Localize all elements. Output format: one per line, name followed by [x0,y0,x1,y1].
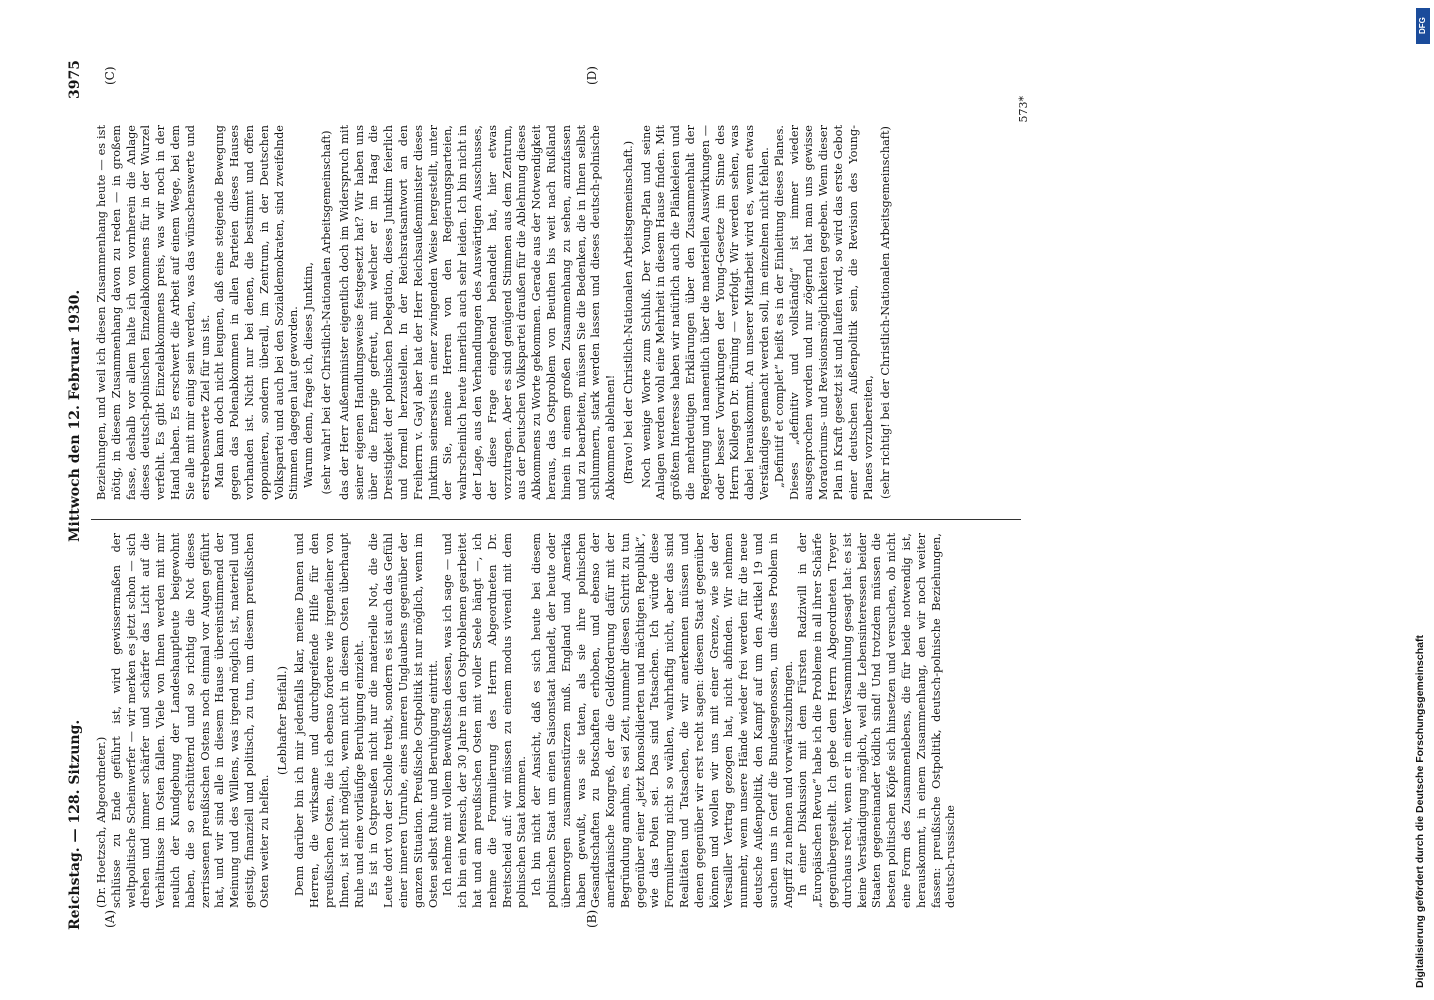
page-header [65,60,87,930]
reichstag-protocol-page [65,60,1105,930]
applause-note: (Lebhafter Beifall.) [275,666,289,775]
paragraph: Denn darüber bin ich mir jedenfalls klar, meine Damen und Herren, die wirksame und durchgreifende Hilfe für den preußischen Osten, die ich ebenso fordere wie irgendeiner von Ihnen, ist nicht möglich, wenn nicht in diesem Osten überhaupt Ruhe und eine vorläufige Beruhigung einzieht. [293,533,366,908]
paragraph: schlüsse zu Ende geführt ist, wird gewissermaßen der weltpolitische Scheinwerfer — wir merken es jetzt schon — sich drehen und immer schärfer und schärfer das Licht auf die Verhältnisse im Osten fallen. Viele von Ihnen werden mit mir neulich der Kundgebung der Landeshauptleute beigewohnt haben, die so erschütternd und so richtig die Not dieses zerrissenen preußischen Ostens noch einmal vor Augen geführt hat, und wir sind alle in diesem Hause übereinstimmend der Meinung und des Willens, was irgend möglich ist, materiell und geistig, finanziell und politisch, zu tun, um diesem preußischen Osten weiter zu helfen. [109,533,271,908]
paragraph: In einer Diskussion mit dem Fürsten Radziwill in der „Europäischen Revue“ habe ich die Probleme in all ihrer Schärfe gegenübergestellt. Ich gebe dem Herrn Abgeordneten Treyer durchaus recht, wenn er in einer Versammlung gesagt hat: es ist keine Verständigung möglich, weil die Lebensinteressen beider Staaten gegeneinander tödlich sind! Und trotzdem müssen die besten politischen Köpfe sich hinsetzen und versuchen, ob nicht eine Form des Zusammenlebens, die für beide notwendig ist, herauskommt, in einem Zusammenhang, den wir noch weiter fassen: preußische Ostpolitik, deutsch-polnische Beziehungen, deutsch-russische [796,533,958,908]
margin-marker-a: (A) [103,909,117,928]
left-text-column [95,533,1015,908]
paragraph: Warum denn, frage ich, dieses Junktim, [302,262,316,488]
interjection-note: (sehr richtig! bei der Christlich-Nationalen Arbeitsgemeinschaft) [879,126,893,499]
column-divider [91,519,1021,520]
margin-marker-d: (D) [585,66,599,85]
interjection-note: (Bravo! bei der Christlich-Nationalen Arbeitsgemeinschaft.) [621,140,635,485]
paragraph: Es ist in Ostpreußen nicht nur die materielle Not, die die Leute dort von der Scholle treibt, sondern es ist auch das Gefühl einer inneren Unruhe, eines inneren Unglaubens gegenüber der ganzen Situation. Preußische Ostpolitik ist nur möglich, wenn im Osten selbst Ruhe und Beruhigung eintritt. [367,533,440,908]
dfg-side-note [1410,8,1432,992]
margin-marker-c: (C) [103,66,117,85]
paragraph: das der Herr Außenminister eigentlich doch im Widerspruch mit seiner eigenen Handlungsweise festgesetzt hat? Wir haben uns über die Energie gefreut, mit welcher er im Haag die Dreistigkeit der polnischen Delegation, dieses Junktim feierlich und formell herzustellen. In der Reichsratsantwort an den Freiherrn v. Gayl aber hat der Herr Reichsaußenminister dieses Junktim seinerseits in einer zwingenden Weise hergestellt, unter der Sie, meine Herren von den Regierungsparteien, wahrscheinlich heute innerlich auch sehr leiden. Ich bin nicht in der Lage, aus den Verhandlungen des Auswärtigen Ausschusses, der diese Frage eingehend behandelt hat, hier etwas vorzutragen. Aber es sind genügend Stimmen aus dem Zentrum, aus der Deutschen Volkspartei draußen für die Ablehnung dieses Abkommens zu Worte gekommen. Gerade aus der Notwendigkeit heraus, das Ostproblem von Beuthen bis weit nach Rußland hinein in einem großen Zusammenhang zu sehen, anzufassen und zu bearbeiten, müssen Sie die Bedenken, die in Ihnen selbst schlummern, stark werden lassen und dieses deutsch-polnische Abkommen ablehnen! [337,125,618,500]
paragraph: Noch wenige Worte zum Schluß. Der Young-Plan und seine Anlagen werden wohl eine Mehrheit in diesem Hause finden. Mit größtem Interesse haben wir natürlich auch die Plänkeleien und die mehrdeutigen Erklärungen über den Zusammenhalt der Regierung und namentlich über die materiellen Auswirkungen — oder besser Vorwirkungen der Young-Gesetze im Sinne des Herrn Kollegen Dr. Brüning — verfolgt. Wir werden sehen, was dabei herauskommt. An unserer Mitarbeit wird es, wenn etwas Verständiges gemacht werden soll, im einzelnen nicht fehlen. [639,125,772,500]
funding-note: Digitalisierung gefördert durch die Deutsche Forschungsgemeinschaft [1414,635,1426,988]
margin-marker-b: (B) [585,909,599,928]
right-text-column [95,125,1015,500]
paragraph: Beziehungen, und weil ich diesen Zusammenhang heute — es ist nötig, in diesem Zusammenhang davon zu reden — in großem fasse, deshalb vor allem halte ich von vornherein die Anlage dieses deutsch-polnischen Einzelabkommens für in der Wurzel verfehlt. Es gibt Einzelabkommens preis, was wir noch in der Hand haben. Es erschwert die Arbeit auf einem Wege, bei dem Sie alle mit mir einig sein werden, was das wünschenswerte und erstrebenswerte Ziel für uns ist. [95,125,212,500]
interjection-note: (sehr wahr! bei der Christlich-Nationalen Arbeitsgemeinschaft) [319,130,333,495]
header-session: Reichstag. — 128. Sitzung. [67,719,83,930]
paragraph: Ich bin nicht der Ansicht, daß es sich heute bei diesem polnischen Staat um einen Saisonstaat handelt, der heute oder übermorgen zusammenstürzen muß. England und Amerika haben gewußt, was sie taten, als sie ihre polnischen Gesandtschaften zu Botschaften erhoben, und ebenso der amerikanische Kongreß, der die Geldforderung dafür mit der Begründung annahm, es sei Zeit, nunmehr diesen Schritt zu tun gegenüber einer „jetzt konsolidierten und mächtigen Republik“, wie das Polen sei. Das sind Tatsachen. Ich würde diese Formulierung nicht so wählen, wahrhaftig nicht, aber das sind Realitäten und Tatsachen, die wir anerkennen müssen und denen gegenüber wir erst recht sagen: diesem Staat gegenüber können und wollen wir uns mit einer Grenze, wie sie der Versailler Vertrag gezogen hat, nicht abfinden. Wir nehmen nunmehr, wenn unsere Hände wieder frei werden für die neue deutsche Außenpolitik, den Kampf auf um den Artikel 19 und suchen uns in Genf die Bundesgenossen, um dieses Problem in Angriff zu nehmen und vorwärtszubringen. [530,533,795,908]
dfg-logo-icon: DFG [1416,8,1430,44]
header-date: Mittwoch den 12. Februar 1930. [67,289,83,542]
paragraph: Ich nehme mit vollem Bewußtsein dessen, was ich sage — und ich bin ein Mensch, der 30 Jahre in den Ostproblemen gearbeitet hat und am preußischen Osten mit voller Seele hängt —, ich nehme die Formulierung des Herrn Abgeordneten Dr. Breitscheid auf: wir müssen zu einem modus vivendi mit dem polnischen Staat kommen. [441,533,529,908]
page-number: 3975 [67,60,83,99]
signature-mark: 573* [1017,96,1030,123]
paragraph: „Definitif et complet“ heißt es in der Einleitung dieses Planes. Dieses „definitiv und vollständig“ ist immer wieder ausgesprochen worden und nur zögernd hat man uns gewisse Moratoriums- und Revisionsmöglichkeiten gegeben. Wenn dieser Plan in Kraft gesetzt ist und laufen wird, so wird das erste Gebot einer deutschen Außenpolitik sein, die Revision des Young-Planes vorzubereiten, [772,125,875,500]
speaker-line: (Dr. Hoetzsch, Abgeordneter.) [95,736,108,908]
paragraph: Man kann doch nicht leugnen, daß eine steigende Bewegung gegen das Polenabkommen in allen Parteien dieses Hauses vorhanden ist. Nicht nur bei denen, die bestimmt und offen opponieren, sondern überall, im Zentrum, in der Deutschen Volkspartei und auch bei den Sozialdemokraten, sind zweifelnde Stimmen dagegen laut geworden. [213,125,301,500]
